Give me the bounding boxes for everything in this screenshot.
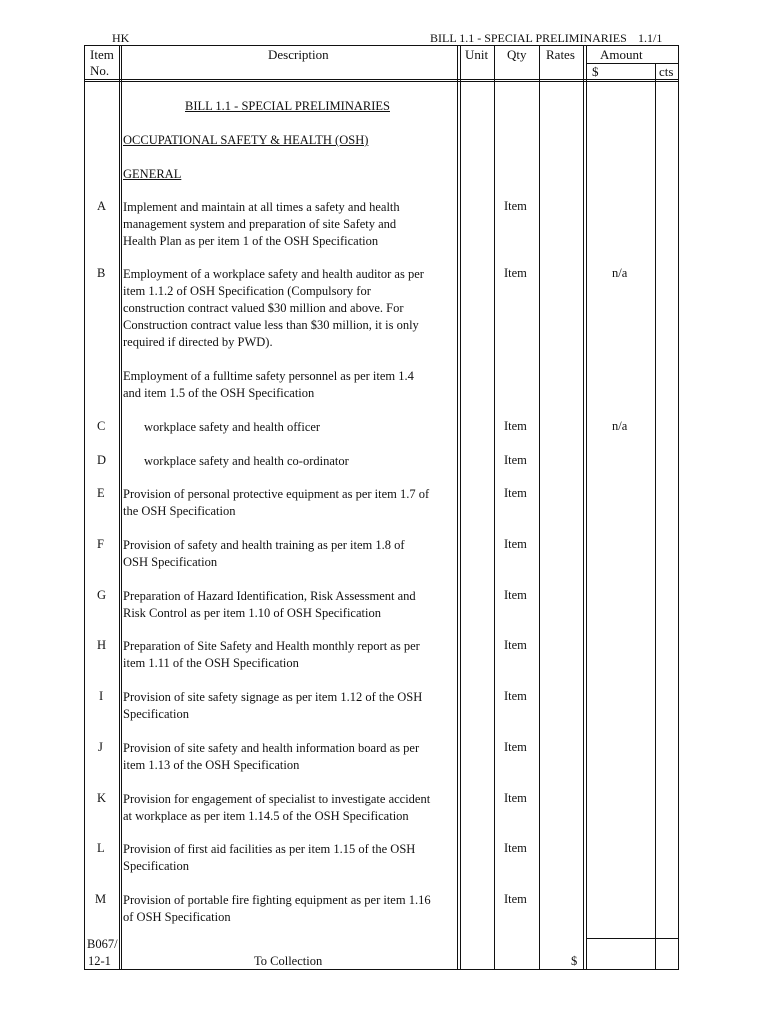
item-id: J	[98, 740, 103, 754]
item-description	[123, 368, 414, 402]
column-header-item: Item	[90, 47, 114, 62]
column-divider-cents	[655, 63, 656, 970]
description-line: Provision of site safety signage as per item 1.12 of the OSH	[123, 690, 423, 704]
item-id: F	[97, 537, 104, 551]
item-qty: Item	[504, 266, 527, 280]
item-description	[123, 486, 429, 520]
column-divider-unit	[494, 45, 495, 970]
item-description	[123, 841, 415, 875]
item-description	[123, 266, 424, 351]
section-heading: OCCUPATIONAL SAFETY & HEALTH (OSH)	[123, 133, 369, 147]
column-divider-description	[457, 45, 458, 970]
description-line: item 1.13 of the OSH Specification	[123, 758, 300, 772]
table-bottom-border	[84, 969, 679, 970]
column-divider-left	[84, 45, 85, 970]
description-line: item 1.11 of the OSH Specification	[123, 656, 299, 670]
column-header-amount: Amount	[600, 47, 643, 62]
column-divider-description-double	[460, 45, 461, 970]
item-qty: Item	[504, 740, 527, 754]
description-line: at workplace as per item 1.14.5 of the OSH Specification	[123, 809, 409, 823]
description-line: Employment of a workplace safety and health auditor as per	[123, 267, 424, 281]
description-line: Provision of portable fire fighting equipment as per item 1.16	[123, 893, 431, 907]
description-line: the OSH Specification	[123, 504, 236, 518]
column-header-rates: Rates	[546, 47, 575, 62]
item-description	[123, 588, 416, 622]
column-divider-right	[678, 45, 679, 970]
description-line: management system and preparation of site Safety and	[123, 217, 397, 231]
item-id: D	[97, 453, 107, 467]
item-qty: Item	[504, 689, 527, 703]
description-line: Specification	[123, 859, 189, 873]
column-divider-rates	[583, 45, 584, 970]
item-id: I	[99, 689, 104, 703]
header-page-number: 1.1/1	[638, 31, 663, 45]
item-id: K	[97, 791, 107, 805]
item-id: B	[97, 266, 106, 280]
item-description	[144, 453, 349, 470]
column-header-item-no: No.	[90, 63, 110, 78]
description-line: Provision of first aid facilities as per item 1.15 of the OSH	[123, 842, 416, 856]
description-line: Risk Control as per item 1.10 of OSH Specification	[123, 606, 381, 620]
column-header-description: Description	[268, 47, 329, 62]
column-divider-qty	[539, 45, 540, 970]
description-line: Implement and maintain at all times a safety and health	[123, 200, 400, 214]
description-line: Employment of a fulltime safety personnel as per item 1.4	[123, 369, 414, 383]
description-line: Provision of safety and health training as per item 1.8 of	[123, 538, 405, 552]
item-description	[123, 199, 400, 250]
description-line: Provision of site safety and health information board as per	[123, 741, 420, 755]
item-qty: Item	[504, 453, 527, 467]
header-bottom-border	[84, 79, 679, 80]
description-line: construction contract valued $30 million and above. For	[123, 301, 404, 315]
item-description	[123, 537, 405, 571]
reference-code-line1: B067/	[87, 937, 118, 951]
item-qty: Item	[504, 841, 527, 855]
description-line: Specification	[123, 707, 189, 721]
item-qty: Item	[504, 419, 527, 433]
description-line: Preparation of Hazard Identification, Risk Assessment and	[123, 589, 416, 603]
header-bottom-border-double	[84, 81, 679, 82]
column-divider-item-double	[121, 45, 122, 970]
column-header-qty: Qty	[507, 47, 527, 62]
item-id: H	[97, 638, 107, 652]
bill-heading: BILL 1.1 - SPECIAL PRELIMINARIES	[185, 99, 390, 113]
description-line: Preparation of Site Safety and Health monthly report as per	[123, 639, 420, 653]
description-line: OSH Specification	[123, 555, 218, 569]
item-amount: n/a	[612, 419, 628, 433]
column-header-unit: Unit	[465, 47, 489, 62]
description-line: workplace safety and health co-ordinator	[144, 454, 349, 468]
reference-code-line2: 12-1	[88, 954, 111, 968]
item-qty: Item	[504, 892, 527, 906]
description-line: Provision for engagement of specialist to investigate accident	[123, 792, 431, 806]
column-divider-rates-double	[586, 45, 587, 970]
table-top-border	[84, 45, 679, 46]
description-line: required if directed by PWD).	[123, 335, 273, 349]
collection-total-line	[586, 938, 679, 939]
item-id: E	[97, 486, 105, 500]
column-header-dollars: $	[592, 64, 599, 79]
item-id: M	[95, 892, 107, 906]
subsection-heading: GENERAL	[123, 167, 182, 181]
item-qty: Item	[504, 791, 527, 805]
description-line: Construction contract value less than $30 million, it is only	[123, 318, 419, 332]
description-line: item 1.1.2 of OSH Specification (Compulsory for	[123, 284, 371, 298]
to-collection-label: To Collection	[254, 954, 323, 968]
item-id: L	[97, 841, 105, 855]
item-description	[123, 791, 430, 825]
item-id: G	[97, 588, 107, 602]
item-description	[123, 689, 422, 723]
item-id: C	[97, 419, 106, 433]
item-description	[123, 638, 420, 672]
item-qty: Item	[504, 199, 527, 213]
description-line: Provision of personal protective equipment as per item 1.7 of	[123, 487, 430, 501]
item-amount: n/a	[612, 266, 628, 280]
item-qty: Item	[504, 486, 527, 500]
item-qty: Item	[504, 588, 527, 602]
item-id: A	[97, 199, 107, 213]
description-line: Health Plan as per item 1 of the OSH Specification	[123, 234, 379, 248]
description-line: of OSH Specification	[123, 910, 231, 924]
collection-dollar-sign: $	[571, 954, 578, 968]
item-description	[123, 740, 419, 774]
header-left: HK	[112, 31, 130, 45]
description-line: workplace safety and health officer	[144, 420, 321, 434]
item-qty: Item	[504, 537, 527, 551]
column-header-cents: cts	[659, 64, 674, 79]
item-description	[123, 892, 431, 926]
item-description	[144, 419, 320, 436]
header-bill-title: BILL 1.1 - SPECIAL PRELIMINARIES	[430, 31, 627, 45]
description-line: and item 1.5 of the OSH Specification	[123, 386, 315, 400]
column-divider-item	[119, 45, 120, 970]
item-qty: Item	[504, 638, 527, 652]
